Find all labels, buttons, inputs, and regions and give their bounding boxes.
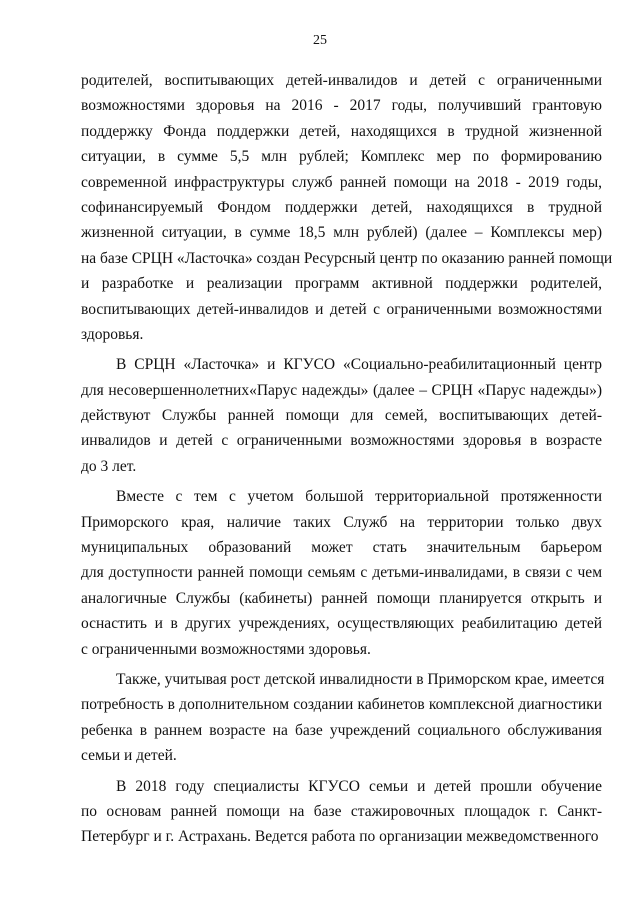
text-line xyxy=(81,322,602,347)
paragraph xyxy=(81,68,613,347)
text-line xyxy=(81,68,602,93)
text-line-content: Приморского края, наличие таких Служб на территории только двух xyxy=(81,513,602,531)
text-line-content: потребность в дополнительном создании кабинетов комплексной диагностики xyxy=(81,696,602,714)
text-line-content: на базе СРЦН «Ласточка» создан Ресурсный центр по оказанию ранней помощи xyxy=(81,249,613,267)
text-line-content: Петербург и г. Астрахань. Ведется работа по организации межведомственного xyxy=(81,828,599,846)
text-line xyxy=(81,378,602,403)
text-line-content: муниципальных образований может стать значительным барьером xyxy=(81,539,602,557)
text-line-content: для доступности ранней помощи семьям с детьми-инвалидами, в связи с чем xyxy=(81,564,602,582)
text-line-content: ребенка в раннем возрасте на базе учреждений социального обслуживания xyxy=(81,721,602,739)
text-line-content: аналогичные Службы (кабинеты) ранней помощи планируется открыть и xyxy=(81,589,602,607)
paragraph xyxy=(81,352,602,479)
text-line-content: софинансируемый Фондом поддержки детей, находящихся в трудной xyxy=(81,198,602,216)
text-line-content: современной инфраструктуры служб ранней помощи на 2018 - 2019 годы, xyxy=(81,173,602,191)
text-line xyxy=(81,774,602,799)
text-line xyxy=(81,352,602,377)
text-line xyxy=(81,667,605,692)
text-line xyxy=(81,692,602,717)
text-line-content: семьи и детей. xyxy=(81,747,177,765)
text-line-content: жизненной ситуации, в сумме 18,5 млн рублей) (далее – Комплексы мер) xyxy=(81,224,602,242)
text-line xyxy=(81,637,602,662)
page-number: 25 xyxy=(313,33,327,48)
text-line xyxy=(81,510,602,535)
text-line xyxy=(81,144,602,169)
text-line xyxy=(81,743,602,768)
text-line-content: Также, учитывая рост детской инвалидности в Приморском крае, имеется xyxy=(116,670,605,688)
text-line-content: до 3 лет. xyxy=(81,457,137,475)
text-line-content: инвалидов и детей с ограниченными возможностями здоровья в возрасте xyxy=(81,432,602,450)
text-line-content: для несовершеннолетних«Парус надежды» (далее – СРЦН «Парус надежды») xyxy=(81,381,602,399)
text-line xyxy=(81,824,602,849)
text-line xyxy=(81,246,613,271)
text-line-content: оснастить и в других учреждениях, осуществляющих реабилитацию детей xyxy=(81,615,602,633)
text-line-content: действуют Службы ранней помощи для семей, воспитывающих детей- xyxy=(81,407,602,425)
document-body xyxy=(81,68,613,850)
text-line xyxy=(81,195,602,220)
text-line-content: воспитывающих детей-инвалидов и детей с ограниченными возможностями xyxy=(81,300,602,318)
text-line xyxy=(81,718,602,743)
text-line-content: В СРЦН «Ласточка» и КГУСО «Социально-реабилитационный центр xyxy=(116,356,602,374)
text-line xyxy=(81,119,602,144)
text-line xyxy=(81,484,602,509)
paragraph xyxy=(81,667,605,769)
text-line xyxy=(81,220,602,245)
text-line xyxy=(81,403,602,428)
text-line-content: здоровья. xyxy=(81,325,144,343)
text-line xyxy=(81,611,602,636)
text-line-content: с ограниченными возможностями здоровья. xyxy=(81,640,371,658)
text-line-content: Вместе с тем с учетом большой территориальной протяженности xyxy=(116,488,602,506)
text-line-content: ситуации, в сумме 5,5 млн рублей; Комплекс мер по формированию xyxy=(81,148,602,166)
text-line-content: родителей, воспитывающих детей-инвалидов и детей с ограниченными xyxy=(81,72,602,89)
text-line xyxy=(81,170,602,195)
paragraph xyxy=(81,484,602,662)
text-line xyxy=(81,535,602,560)
text-line xyxy=(81,428,602,453)
text-line-content: поддержку Фонда поддержки детей, находящихся в трудной жизненной xyxy=(81,122,602,140)
text-line xyxy=(81,271,602,296)
text-line xyxy=(81,586,602,611)
text-line xyxy=(81,560,602,585)
text-line-content: возможностями здоровья на 2016 - 2017 годы, получивший грантовую xyxy=(81,97,602,115)
text-line-content: В 2018 году специалисты КГУСО семьи и детей прошли обучение xyxy=(116,777,602,795)
text-line-content: по основам ранней помощи на базе стажировочных площадок г. Санкт- xyxy=(81,802,602,820)
text-line-content: и разработке и реализации программ активной поддержки родителей, xyxy=(81,275,602,293)
text-line xyxy=(81,799,602,824)
text-line xyxy=(81,93,602,118)
paragraph xyxy=(81,774,602,850)
text-line xyxy=(81,297,602,322)
text-line xyxy=(81,454,602,479)
